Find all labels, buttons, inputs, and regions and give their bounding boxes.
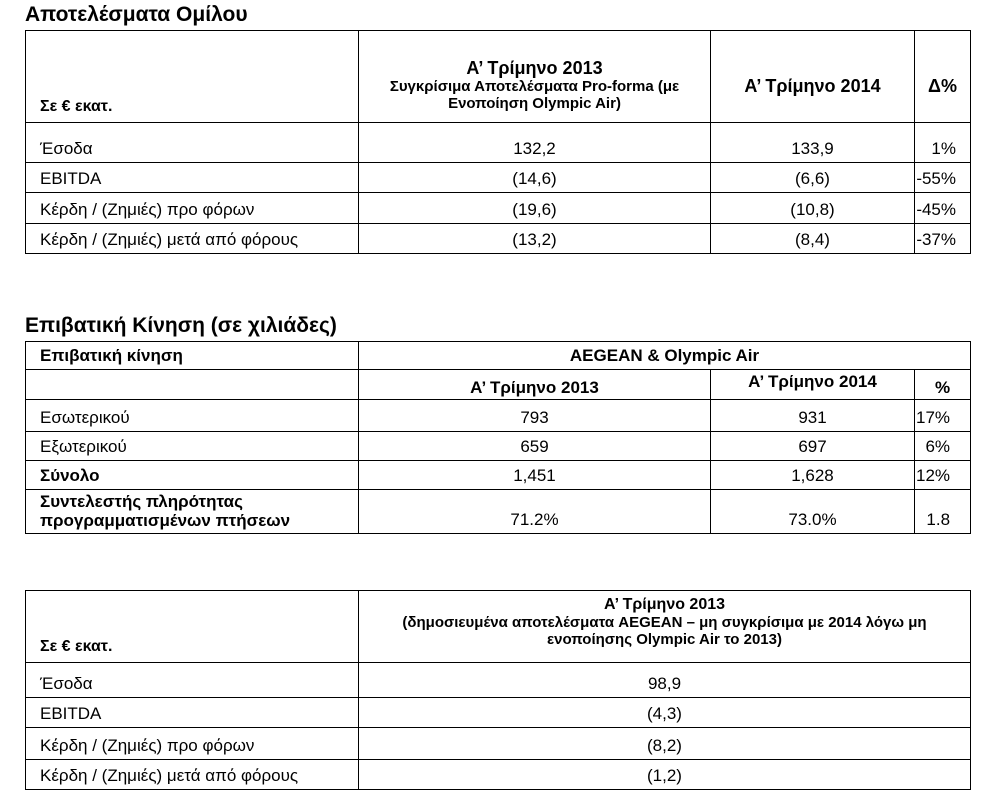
col-header-delta: Δ% [915,31,971,123]
table-subheader-row [26,370,971,400]
row-label: Εξωτερικού [26,432,359,461]
table-row [26,400,971,432]
cell-value: (8,2) [359,728,971,760]
empty-cell [26,370,359,400]
unit-label: Σε € εκατ. [26,591,359,663]
cell-q1-2013: 659 [359,432,711,461]
cell-q1-2014: 931 [711,400,915,432]
group-results-heading: Αποτελέσματα Ομίλου [25,3,248,26]
table-row [26,193,971,224]
table-header-row [26,591,971,663]
cell-q1-2014: 1,628 [711,461,915,490]
table-row-load-factor [26,490,971,534]
cell-q1-2014: (6,6) [711,163,915,193]
cell-pct: 17% [915,400,971,432]
row-label: Κέρδη / (Ζημιές) μετά από φόρους [26,760,359,790]
row-label: Κέρδη / (Ζημιές) προ φόρων [26,728,359,760]
col-header-q1-2014: Α’ Τρίμηνο 2014 [711,31,915,123]
group-header: AEGEAN & Olympic Air [359,342,971,370]
table-row [26,728,971,760]
table-row [26,123,971,163]
col-header-q1-2014: Α’ Τρίμηνο 2014 [711,370,915,400]
unit-label: Σε € εκατ. [26,31,359,123]
passenger-traffic-table [25,341,971,534]
col-header-pct: % [915,370,971,400]
table-header-row [26,31,971,123]
row-label: Έσοδα [26,663,359,698]
cell-value: (4,3) [359,698,971,728]
row-label: Κέρδη / (Ζημιές) μετά από φόρους [26,224,359,254]
table-row [26,760,971,790]
col-header-subtitle: (δημοσιευμένα αποτελέσματα AEGEAN – μη συγκρίσιμα με 2014 λόγω μη ενοποίησης Olympic Air το 2013) [402,614,927,648]
cell-pct: 6% [915,432,971,461]
row-label: Σύνολο [26,461,359,490]
row-label: EBITDA [26,698,359,728]
row-header-label: Επιβατική κίνηση [26,342,359,370]
cell-pct: 1.8 [915,490,971,534]
cell-q1-2014: (10,8) [711,193,915,224]
cell-q1-2013: 793 [359,400,711,432]
table-row [26,163,971,193]
col-header-title: Α’ Τρίμηνο 2013 [466,58,603,78]
row-label: Κέρδη / (Ζημιές) προ φόρων [26,193,359,224]
cell-q1-2014: (8,4) [711,224,915,254]
table-row [26,461,971,490]
table-header-row [26,342,971,370]
cell-delta: -37% [915,224,971,254]
passenger-traffic-heading: Επιβατική Κίνηση (σε χιλιάδες) [25,314,337,337]
cell-delta: -55% [915,163,971,193]
col-header-subtitle: Συγκρίσιμα Αποτελέσματα Pro-forma (με Ενοποίηση Olympic Air) [389,78,680,112]
cell-q1-2013: (14,6) [359,163,711,193]
cell-q1-2014: 73.0% [711,490,915,534]
cell-value: (1,2) [359,760,971,790]
cell-delta: -45% [915,193,971,224]
cell-q1-2014: 133,9 [711,123,915,163]
table-row [26,698,971,728]
row-label-line2: προγραμματισμένων πτήσεων [40,510,291,530]
row-label: Εσωτερικού [26,400,359,432]
table-row [26,663,971,698]
row-label: EBITDA [26,163,359,193]
cell-q1-2014: 697 [711,432,915,461]
col-header-q1-2013 [359,31,711,123]
published-results-table [25,590,971,790]
group-results-table [25,30,971,254]
row-label: Έσοδα [26,123,359,163]
row-label-line1: Συντελεστής πληρότητας [40,491,243,511]
cell-q1-2013: 71.2% [359,490,711,534]
cell-value: 98,9 [359,663,971,698]
row-label [26,490,359,534]
cell-q1-2013: (13,2) [359,224,711,254]
table-row [26,432,971,461]
cell-q1-2013: 132,2 [359,123,711,163]
cell-delta: 1% [915,123,971,163]
cell-q1-2013: 1,451 [359,461,711,490]
col-header-title: Α’ Τρίμηνο 2013 [603,596,726,613]
cell-q1-2013: (19,6) [359,193,711,224]
cell-pct: 12% [915,461,971,490]
col-header-q1-2013 [359,591,971,663]
table-row [26,224,971,254]
col-header-q1-2013: Α’ Τρίμηνο 2013 [359,370,711,400]
